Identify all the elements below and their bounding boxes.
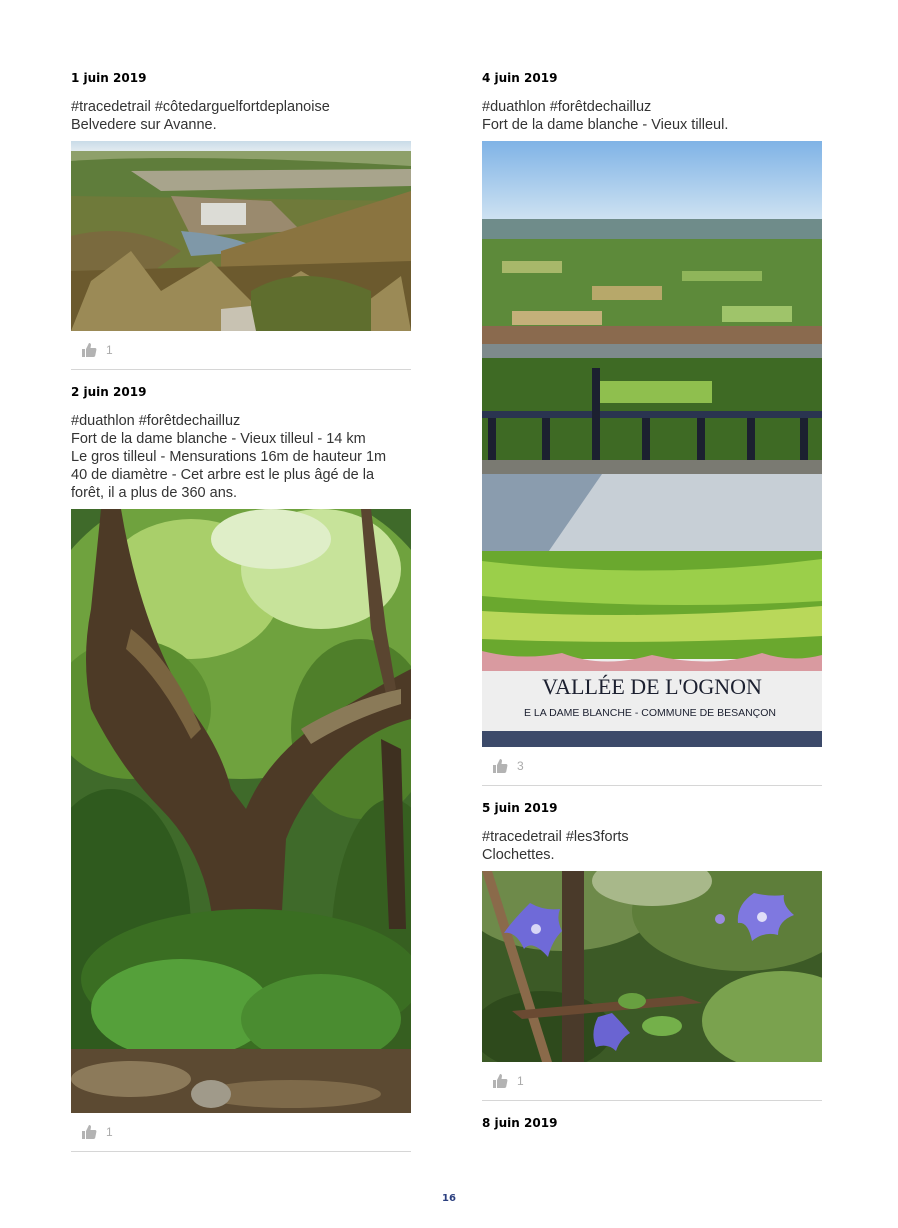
post-date: 5 juin 2019: [482, 801, 558, 815]
post-text-line: Le gros tilleul - Mensurations 16m de hauteur 1m: [71, 449, 387, 465]
likes-bar: [71, 1113, 411, 1152]
thumbs-up-icon[interactable]: [492, 1073, 508, 1089]
post: [482, 70, 822, 786]
post: [71, 384, 411, 1152]
right-column: [482, 70, 822, 1143]
thumbs-up-icon[interactable]: [492, 758, 508, 774]
flowers-photo[interactable]: [482, 871, 822, 1062]
post: [71, 70, 411, 370]
like-count: 1: [517, 1074, 524, 1088]
post-text: [482, 828, 822, 864]
post-text: [482, 98, 822, 134]
post-text: [71, 412, 411, 502]
page-number: 16: [442, 1193, 456, 1204]
thumbs-up-icon[interactable]: [81, 342, 97, 358]
left-column: [71, 70, 411, 1166]
post-text-line: 40 de diamètre - Cet arbre est le plus âgé de la: [71, 467, 375, 483]
post-date: 8 juin 2019: [482, 1116, 558, 1130]
post-date: 1 juin 2019: [71, 71, 147, 85]
likes-bar: [482, 1062, 822, 1101]
post-text-line: forêt, il a plus de 360 ans.: [71, 485, 238, 501]
post-date: 4 juin 2019: [482, 71, 558, 85]
likes-bar: [71, 331, 411, 370]
post-text-line: Fort de la dame blanche - Vieux tilleul.: [482, 117, 729, 133]
tree-photo[interactable]: [71, 509, 411, 1113]
post-text: [71, 98, 411, 134]
post-date: 2 juin 2019: [71, 385, 147, 399]
like-count: 3: [517, 759, 524, 773]
post-text-line: #duathlon #forêtdechailluz: [71, 413, 241, 429]
sign-subtitle: E LA DAME BLANCHE - COMMUNE DE BESANÇON: [523, 707, 777, 719]
panorama-photo[interactable]: [482, 141, 822, 747]
landscape-photo[interactable]: [71, 141, 411, 331]
post-text-line: #tracedetrail #les3forts: [482, 829, 629, 845]
thumbs-up-icon[interactable]: [81, 1124, 97, 1140]
sign-title: VALLÉE DE L'OGNON: [542, 674, 762, 699]
post-text-line: Fort de la dame blanche - Vieux tilleul - 14 km: [71, 431, 366, 447]
post-text-line: Belvedere sur Avanne.: [71, 117, 217, 133]
post-text-line: #tracedetrail #côtedarguelfortdeplanoise: [71, 99, 330, 115]
like-count: 1: [106, 343, 113, 357]
like-count: 1: [106, 1125, 113, 1139]
post: [482, 1115, 822, 1131]
post-text-line: #duathlon #forêtdechailluz: [482, 99, 652, 115]
likes-bar: [482, 747, 822, 786]
post: [482, 800, 822, 1101]
post-text-line: Clochettes.: [482, 847, 555, 863]
